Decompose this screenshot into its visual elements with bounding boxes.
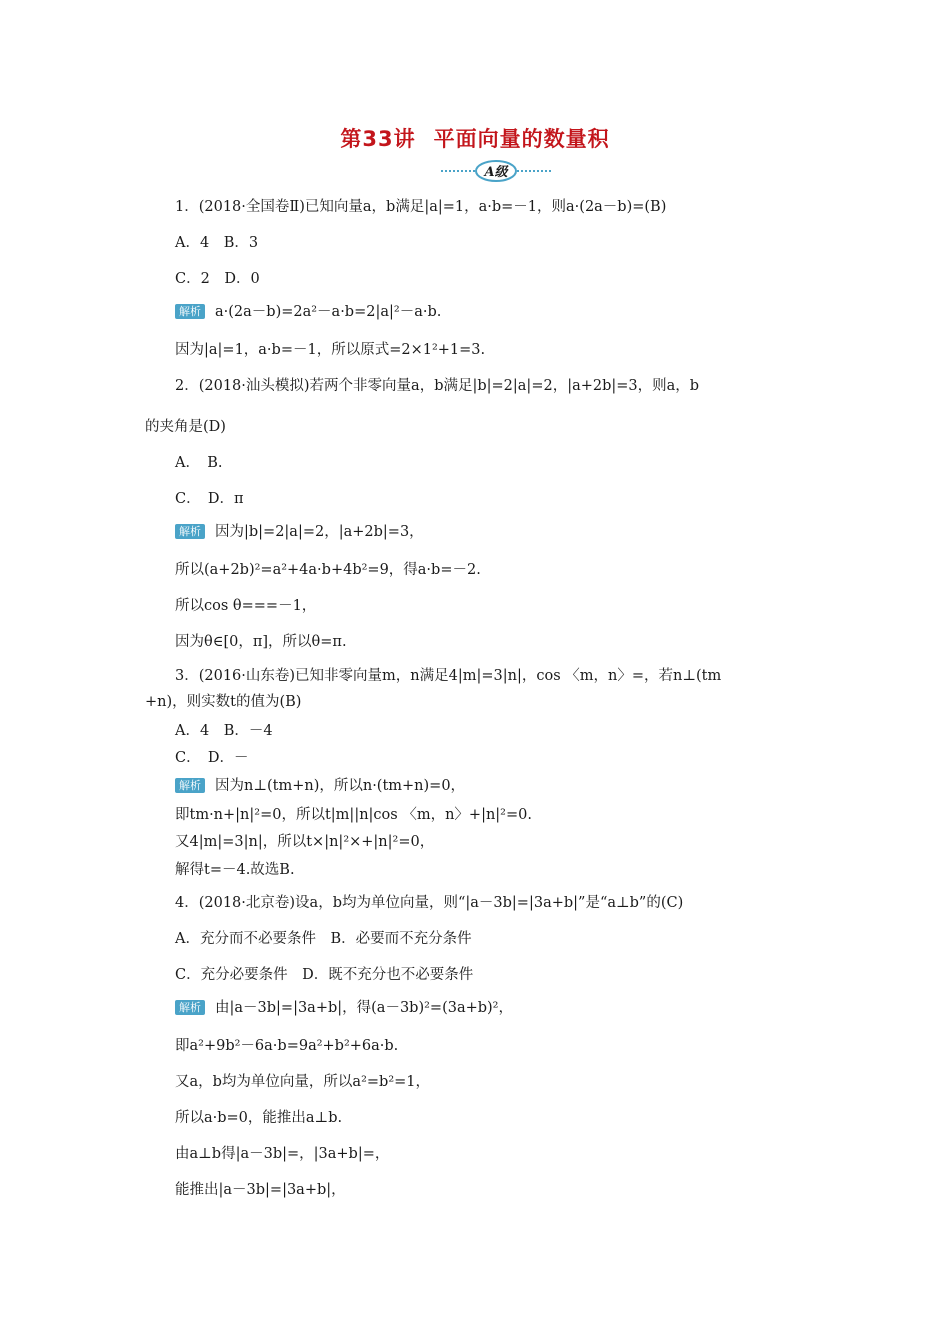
q4-solution-2: 即a²+9b²－6a·b=9a²+b²+6a·b. <box>175 1038 399 1054</box>
level-badge-text: A级 <box>484 165 508 180</box>
q2-solution-1: 解析 因为|b|=2|a|=2，|a+2b|=3， <box>175 522 424 542</box>
q4-solution-3: 又a，b均为单位向量，所以a²=b²=1， <box>175 1074 431 1090</box>
analysis-tag: 解析 <box>175 524 205 539</box>
q4-solution-4: 所以a·b=0，能推出a⊥b. <box>175 1110 343 1126</box>
q1-options-cd: C．2 D．0 <box>175 271 260 287</box>
analysis-tag: 解析 <box>175 304 205 319</box>
q3-options-cd: C． D．－ <box>175 750 249 766</box>
q2-options-cd: C． D．π <box>175 491 244 507</box>
level-a-badge <box>441 159 551 183</box>
q2-stem-cont: 的夹角是(D) <box>145 419 226 435</box>
q1-options-ab: A．4 B．3 <box>175 235 259 251</box>
q2-solution-3: 所以cos θ===－1， <box>175 598 317 614</box>
q2-stem: 2．(2018·汕头模拟)若两个非零向量a，b满足|b|=2|a|=2，|a+2b|=3，则a，b <box>175 378 700 394</box>
q2-options-ab: A． B. <box>175 455 223 471</box>
q3-solution-2: 即tm·n+|n|²=0，所以t|m||n|cos 〈m，n〉+|n|²=0. <box>175 807 532 823</box>
analysis-tag: 解析 <box>175 778 205 793</box>
q2-solution-4: 因为θ∈[0，π]，所以θ=π. <box>175 634 347 650</box>
q4-options-ab: A．充分而不必要条件 B．必要而不充分条件 <box>175 931 472 947</box>
q4-solution-1: 解析 由|a－3b|=|3a+b|，得(a－3b)²=(3a+b)²， <box>175 998 513 1018</box>
q2-solution-2: 所以(a+2b)²=a²+4a·b+4b²=9，得a·b=－2. <box>175 562 481 578</box>
lecture-number: 第33讲 <box>340 127 416 151</box>
q1-solution-1: 解析 a·(2a－b)=2a²－a·b=2|a|²－a·b. <box>175 302 441 322</box>
q1-stem: 1．(2018·全国卷Ⅱ)已知向量a，b满足|a|=1，a·b=－1，则a·(2a－b)=(B) <box>175 199 667 215</box>
q4-solution-5: 由a⊥b得|a－3b|=，|3a+b|=， <box>175 1146 390 1162</box>
q3-options-ab: A．4 B．－4 <box>175 723 273 739</box>
analysis-tag: 解析 <box>175 1000 205 1015</box>
q1-solution-2: 因为|a|=1，a·b=－1，所以原式=2×1²+1=3. <box>175 342 486 358</box>
page-title <box>0 123 950 153</box>
q4-stem: 4．(2018·北京卷)设a，b均为单位向量，则“|a－3b|=|3a+b|”是“a⊥b”的(C) <box>175 895 684 911</box>
lecture-topic: 平面向量的数量积 <box>433 127 610 151</box>
q3-stem: 3．(2016·山东卷)已知非零向量m，n满足4|m|=3|n|，cos 〈m，n〉=，若n⊥(tm <box>175 668 722 684</box>
q3-solution-3: 又4|m|=3|n|，所以t×|n|²×+|n|²=0， <box>175 834 435 850</box>
q3-solution-4: 解得t=－4.故选B. <box>175 862 295 878</box>
q4-options-cd: C．充分必要条件 D．既不充分也不必要条件 <box>175 967 474 983</box>
q4-solution-6: 能推出|a－3b|=|3a+b|， <box>175 1182 346 1198</box>
q3-solution-1: 解析 因为n⊥(tm+n)，所以n·(tm+n)=0， <box>175 776 465 796</box>
q3-stem-cont: +n)，则实数t的值为(B) <box>145 694 302 710</box>
